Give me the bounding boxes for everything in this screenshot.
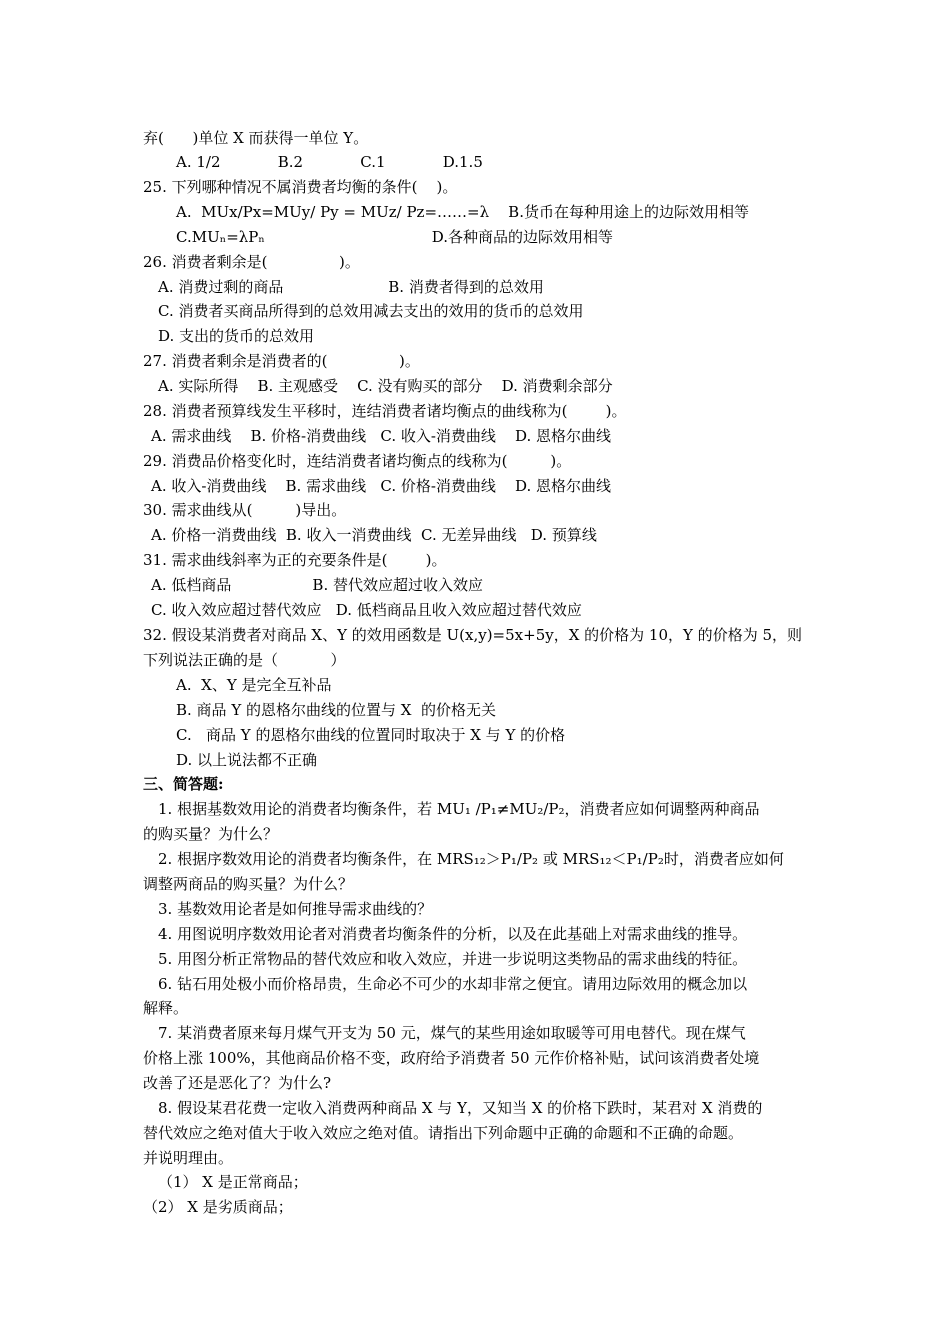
text-line: A. 1/2 B.2 C.1 D.1.5 <box>176 153 483 171</box>
text-line: 31. 需求曲线斜率为正的充要条件是( )。 <box>143 551 447 569</box>
text-line: A. 消费过剩的商品 B. 消费者得到的总效用 <box>158 278 544 296</box>
text-line: A. 价格一消费曲线 B. 收入一消费曲线 C. 无差异曲线 D. 预算线 <box>151 526 597 544</box>
text-line: 2. 根据序数效用论的消费者均衡条件，在 MRS₁₂＞P₁/P₂ 或 MRS₁₂＜P₁/P₂时，消费者应如何 <box>158 850 784 868</box>
text-line: A. MUx/Px=MUy/ Py = MUz/ Pz=……=λ B.货币在每种用途上的边际效用相等 <box>176 203 749 221</box>
text-line: 并说明理由。 <box>143 1149 234 1167</box>
text-line: A. X、Y 是完全互补品 <box>176 676 332 694</box>
text-line: 32. 假设某消费者对商品 X、Y 的效用函数是 U(x,y)=5x+5y，X 的价格为 10，Y 的价格为 5，则 <box>143 626 802 644</box>
text-line: 29. 消费品价格变化时，连结消费者诸均衡点的线称为( )。 <box>143 452 572 470</box>
text-line: C. 消费者买商品所得到的总效用减去支出的效用的货币的总效用 <box>158 302 584 320</box>
text-line: C. 商品 Y 的恩格尔曲线的位置同时取决于 X 与 Y 的价格 <box>176 726 566 744</box>
text-line: 6. 钻石用处极小而价格昂贵，生命必不可少的水却非常之便宜。请用边际效用的概念加以 <box>158 975 748 993</box>
text-line: A. 低档商品 B. 替代效应超过收入效应 <box>151 576 483 594</box>
text-line: D. 以上说法都不正确 <box>176 751 318 769</box>
text-line: 27. 消费者剩余是消费者的( )。 <box>143 352 420 370</box>
text-line: 8. 假设某君花费一定收入消费两种商品 X 与 Y，又知当 X 的价格下跌时，某君对 X 消费的 <box>158 1099 763 1117</box>
text-line: 1. 根据基数效用论的消费者均衡条件，若 MU₁ /P₁≠MU₂/P₂，消费者应如何调整两种商品 <box>158 800 760 818</box>
text-line: 价格上涨 100%，其他商品价格不变，政府给予消费者 50 元作价格补贴，试问该消费者处境 <box>143 1049 760 1067</box>
text-line: 4. 用图说明序数效用论者对消费者均衡条件的分析，以及在此基础上对需求曲线的推导。 <box>158 925 748 943</box>
text-line: A. 收入-消费曲线 B. 需求曲线 C. 价格-消费曲线 D. 恩格尔曲线 <box>151 477 612 495</box>
text-line: 的购买量？为什么？ <box>143 825 279 843</box>
text-line: C.MUₙ=λPₙ D.各种商品的边际效用相等 <box>176 228 614 246</box>
text-line: 3. 基数效用论者是如何推导需求曲线的？ <box>158 900 433 918</box>
section-heading: 三、简答题: <box>143 775 224 793</box>
text-line: 25. 下列哪种情况不属消费者均衡的条件( )。 <box>143 178 458 196</box>
text-line: 28. 消费者预算线发生平移时，连结消费者诸均衡点的曲线称为( )。 <box>143 402 627 420</box>
text-line: （1） X 是正常商品； <box>158 1173 308 1191</box>
text-line: 下列说法正确的是（ ） <box>143 651 346 669</box>
text-line: C. 收入效应超过替代效应 D. 低档商品且收入效应超过替代效应 <box>151 601 582 619</box>
text-line: D. 支出的货币的总效用 <box>158 327 315 345</box>
text-line: 改善了还是恶化了？为什么? <box>143 1074 332 1092</box>
text-line: 5. 用图分析正常物品的替代效应和收入效应，并进一步说明这类物品的需求曲线的特征。 <box>158 950 748 968</box>
text-line: A. 需求曲线 B. 价格-消费曲线 C. 收入-消费曲线 D. 恩格尔曲线 <box>151 427 612 445</box>
text-line: A. 实际所得 B. 主观感受 C. 没有购买的部分 D. 消费剩余部分 <box>158 377 613 395</box>
text-line: 解释。 <box>143 999 189 1017</box>
text-line: 30. 需求曲线从( )导出。 <box>143 501 347 519</box>
text-line: 调整两商品的购买量？为什么？ <box>143 875 354 893</box>
text-line: （2） X 是劣质商品； <box>143 1198 293 1216</box>
text-line: B. 商品 Y 的恩格尔曲线的位置与 X 的价格无关 <box>176 701 496 719</box>
text-line: 替代效应之绝对值大于收入效应之绝对值。请指出下列命题中正确的命题和不正确的命题。 <box>143 1124 744 1142</box>
text-line: 7. 某消费者原来每月煤气开支为 50 元，煤气的某些用途如取暖等可用电替代。现在煤气 <box>158 1024 746 1042</box>
text-line: 26. 消费者剩余是( )。 <box>143 253 360 271</box>
text-line: 弃( )单位 X 而获得一单位 Y。 <box>143 129 369 147</box>
